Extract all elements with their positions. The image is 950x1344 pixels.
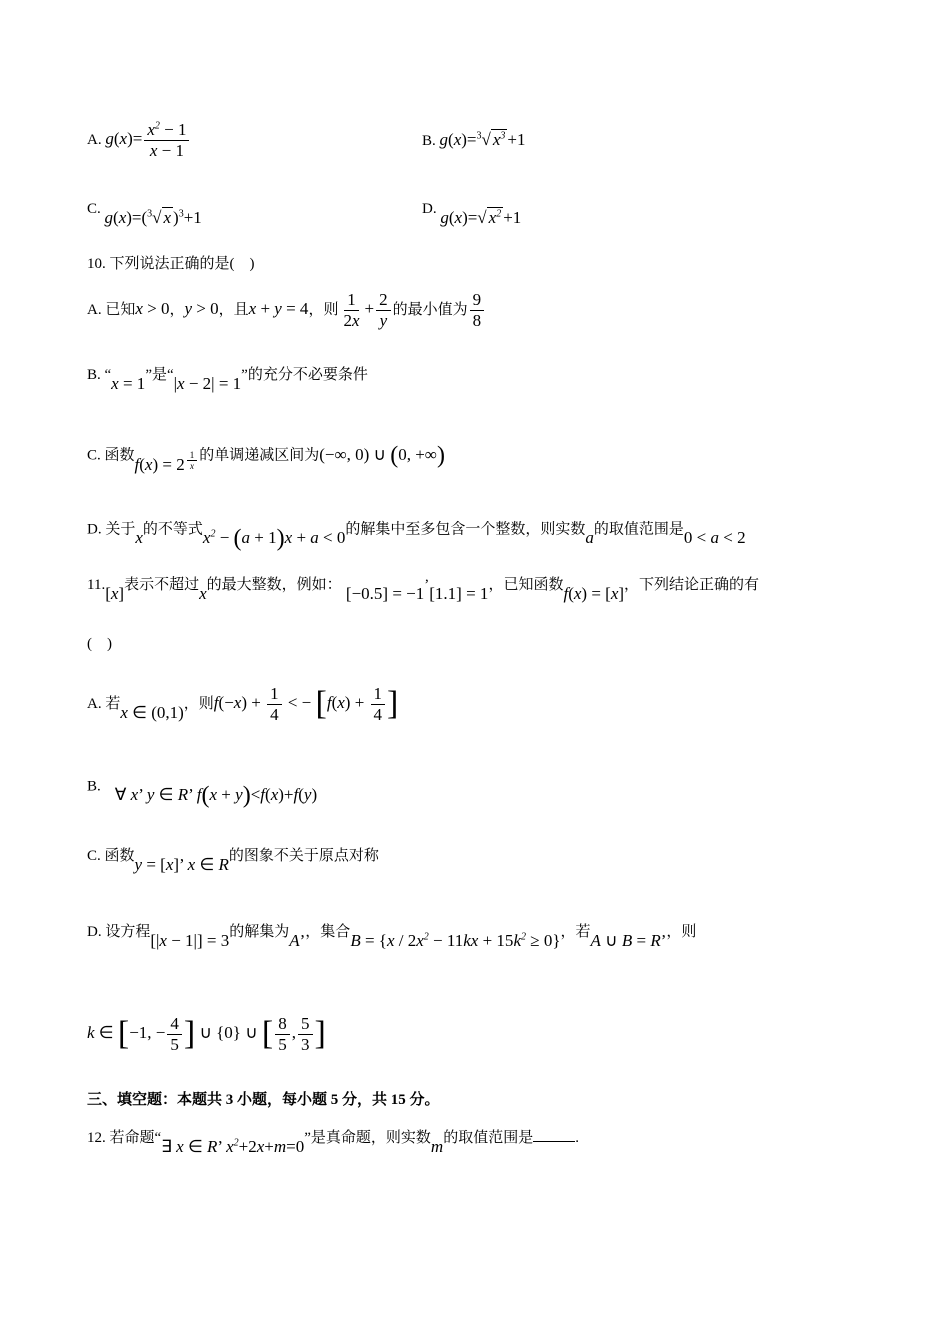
option-label: C. (87, 201, 101, 217)
question-number: 11. (87, 577, 106, 593)
q12 (87, 1127, 579, 1156)
formula: x (199, 584, 207, 603)
text: 的单调递减区间为 (199, 447, 320, 464)
formula: A ∪ B = R’ (590, 931, 667, 950)
text: ，下列结论正确的有 (624, 577, 760, 593)
text: ，则 (308, 301, 339, 318)
text: 的取值范围是 (593, 521, 684, 538)
text: ，且 (218, 301, 249, 318)
text: ”是真命题，则实数 (304, 1130, 431, 1146)
option-label: A. (87, 131, 102, 148)
formula: ∀ x’ y ∈ R’ f(x + y)<f(x)+f(y) (114, 783, 318, 809)
formula: ∃ x ∈ R’ $x^2+2x+m=0$ (161, 1137, 305, 1156)
q10-stem: 10. 下列说法正确的是( ) (87, 256, 255, 272)
q11-stem (87, 574, 760, 603)
text: 的不等式 (142, 521, 203, 538)
text: ”是“ (145, 367, 174, 383)
formula: a (585, 528, 594, 548)
q11-option-b (87, 772, 318, 809)
text: ’ (424, 577, 430, 593)
formula: g(x)=√ $x^2 +1$ (440, 208, 522, 227)
formula: |x − 2| = 1 (173, 374, 242, 393)
formula: x > 0 (135, 298, 170, 318)
option-label: D. 关于 (87, 521, 136, 538)
formula: A’ (289, 931, 306, 950)
q11-option-d-result (87, 1014, 326, 1054)
option-label: C. 函数 (87, 447, 135, 464)
formula: m (430, 1137, 444, 1156)
text: 的最大整数，例如： (206, 577, 342, 593)
q11-option-d (87, 921, 697, 950)
formula: f(−x) + $\frac{1}{4}$ < − [f(x) + $\frac{1}{4}$ ] (213, 684, 399, 724)
formula: $x^2 - (a + 1)x + a < 0$ (202, 526, 346, 552)
section-3-title: 三、填空题：本题共 3 小题，每小题 5 分，共 15 分。 (87, 1092, 440, 1108)
q10-option-a (87, 290, 486, 330)
option-label: B. (87, 778, 101, 795)
formula: g(x)=$^3$√ $x^3 +1$ (439, 130, 526, 149)
q9-option-b (422, 130, 525, 150)
option-label: A. 若 (87, 695, 121, 712)
formula: g(x)= $\frac{x^2 - 1}{x - 1}$ (105, 129, 191, 148)
text: ，则 (183, 695, 214, 712)
q10-option-c (87, 440, 445, 474)
option-label: D. 设方程 (87, 924, 151, 940)
answer-blank[interactable] (533, 1129, 575, 1142)
q10-option-b (87, 364, 368, 393)
text: 的取值范围是 (443, 1130, 534, 1146)
option-label: D. (422, 201, 437, 217)
option-label: B. “ (87, 367, 112, 383)
formula: (−∞, 0) ∪ (0, +∞) (319, 442, 445, 469)
text: ”的充分不必要条件 (241, 367, 368, 383)
text: 的图象不关于原点对称 (228, 848, 379, 864)
q9-option-c (87, 198, 202, 227)
formula: x + y = 4 (248, 298, 309, 318)
formula: $\frac{9}{8}$ (468, 299, 487, 318)
text: ，则 (666, 924, 697, 940)
option-label: A. 已知 (87, 301, 136, 318)
text: 的最小值为 (392, 301, 468, 318)
option-label: B. (422, 133, 436, 149)
q10-option-d (87, 515, 746, 552)
formula: f(x) = 2 $^{\frac{1}{x}}$ (135, 455, 200, 474)
formula: y > 0 (184, 298, 219, 318)
text: ，集合 (305, 924, 351, 940)
formula: x (135, 528, 143, 548)
formula: g(x)=($^3$√ x )$^3$+1 (104, 208, 202, 227)
formula: [|x − 1|] = 3 (150, 931, 230, 950)
formula: 0 < a < 2 (683, 528, 746, 548)
text: . (575, 1130, 579, 1146)
formula: y = [x]’ x ∈ R (134, 855, 229, 874)
text: ，若 (560, 924, 591, 940)
formula: [1.1] = 1 (429, 584, 489, 603)
text: ，已知函数 (488, 577, 564, 593)
q11-option-a (87, 684, 398, 724)
option-label: C. 函数 (87, 848, 135, 864)
text: ， (169, 301, 185, 318)
formula: $\frac{1}{2x}$ + $\frac{2}{y}$ (338, 299, 392, 318)
q9-option-d (422, 198, 522, 227)
q11-paren: ( ) (87, 636, 112, 652)
formula: [x] (105, 584, 125, 603)
formula: $B = \{x / 2x^2 - 11kx + 15k^2 \ge 0\}$ (350, 931, 561, 950)
formula: f(x) = [x] (563, 584, 625, 603)
formula: x = 1 (111, 374, 146, 393)
text: 的解集为 (229, 924, 290, 940)
text: 表示不超过 (124, 577, 200, 593)
formula: x ∈ (0,1) (120, 702, 184, 722)
formula: [−0.5] = −1 (341, 584, 425, 603)
q11-option-c (87, 845, 379, 874)
q9-option-a (87, 120, 191, 160)
question-label: 12. 若命题“ (87, 1130, 162, 1146)
text: 的解集中至多包含一个整数，则实数 (345, 521, 586, 538)
formula: k ∈ [−1, − $\frac{4}{5}$ ] ∪ {0} ∪ [ $\frac{8}{5}$ , $\frac{5}{3}$ ] (87, 1014, 326, 1054)
